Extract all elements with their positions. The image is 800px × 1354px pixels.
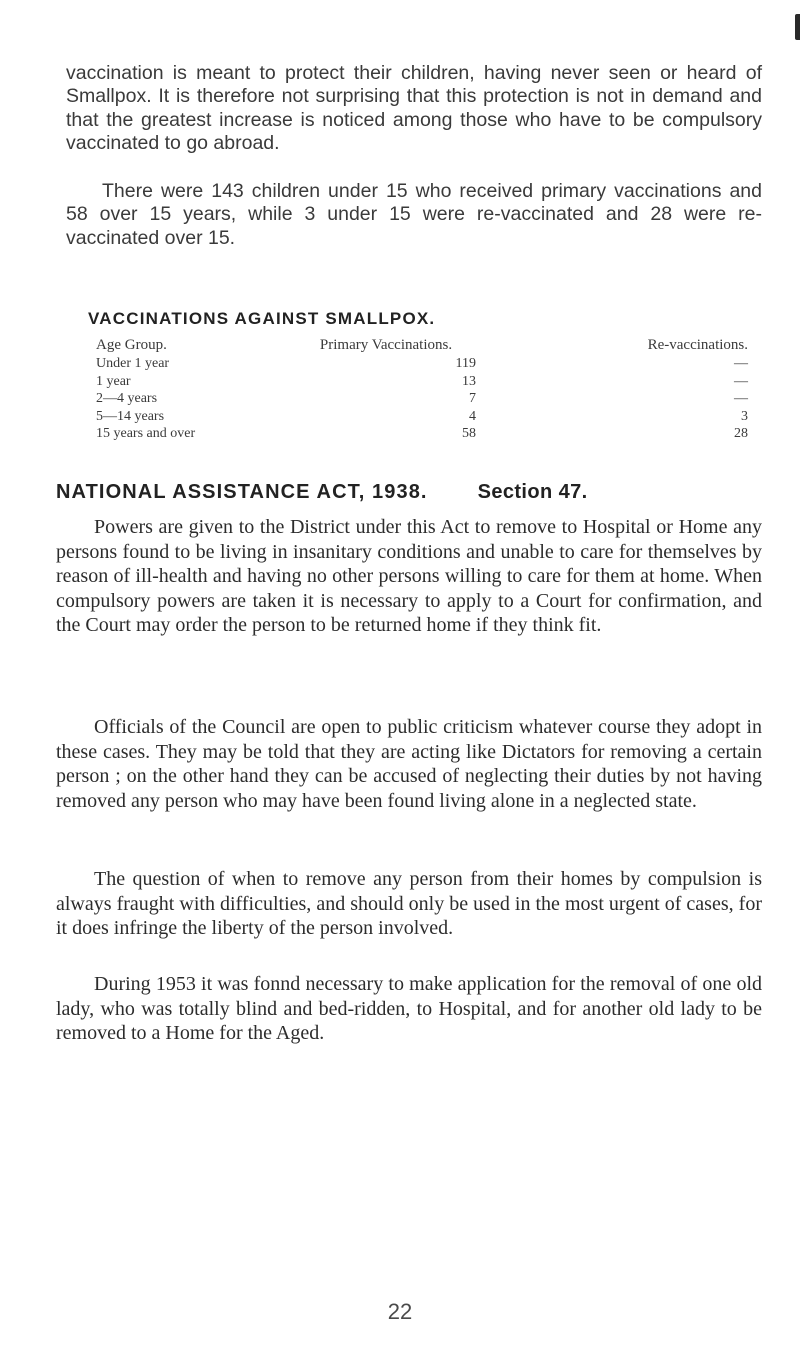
revaccination-count-cell: — (734, 356, 748, 371)
vaccinations-table-header-row (96, 336, 748, 355)
age-group-cell: 15 years and over (96, 426, 196, 442)
national-assistance-act-heading (56, 481, 588, 504)
act-title: NATIONAL ASSISTANCE ACT, 1938. (56, 481, 428, 503)
header-primary-vaccinations: Primary Vaccinations. (319, 337, 453, 353)
act-paragraph-criticism: Officials of the Council are open to public criticism whatever course they adopt in these cases. They may be told that they are acting like Dictators for removing a certain person ; on the other hand they can be accused of neglecting their duties by not having removed any person who may have been found living alone in a neglected state. (56, 716, 762, 812)
vaccinations-table-title: VACCINATIONS AGAINST SMALLPOX. (88, 309, 436, 328)
table-row (96, 390, 748, 408)
age-group-cell: 5—14 years (96, 408, 165, 424)
age-group-cell: Under 1 year (96, 356, 170, 371)
primary-count-cell: 13 (462, 373, 476, 389)
page-number: 22 (387, 1299, 413, 1324)
revaccination-count-cell: — (734, 391, 748, 407)
table-row (96, 408, 748, 426)
act-paragraph-compulsion: The question of when to remove any person from their homes by compulsion is always fraught with difficulties, and should only be used in the most urgent of cases, for it does infringe the liberty of the person involved. (56, 868, 762, 940)
table-row (96, 355, 748, 373)
act-paragraph-1953-case: During 1953 it was fonnd necessary to make application for the removal of one old lady, who was totally blind and bed-ridden, to Hospital, and for another old lady to be removed to a Home for the Aged. (56, 973, 762, 1045)
vaccinations-table (96, 336, 748, 443)
header-revaccinations: Re-vaccinations. (647, 337, 748, 353)
age-group-cell: 2—4 years (96, 391, 158, 407)
revaccination-count-cell: — (734, 373, 748, 389)
primary-count-cell: 119 (455, 356, 476, 371)
header-age-group: Age Group. (96, 337, 167, 353)
act-paragraph-powers: Powers are given to the District under this Act to remove to Hospital or Home any persons found to be living in insanitary conditions and unable to care for themselves by reason of ill-health and having no other persons willing to care for them at home. When compulsory powers are taken it is necessary to apply to a Court for confirmation, and the Court may order the person to be returned home if they think fit. (56, 516, 762, 637)
revaccination-count-cell: 28 (734, 426, 748, 442)
intro-paragraph-continued: vaccination is meant to protect their children, having never seen or heard of Smallpox. It is therefore not surprising that this protection is not in demand and that the greatest increase is noticed among those who have to be compulsory vaccinated to go abroad. (66, 62, 762, 155)
primary-count-cell: 7 (469, 391, 476, 407)
primary-count-cell: 58 (462, 426, 476, 442)
table-row (96, 373, 748, 391)
primary-count-cell: 4 (469, 408, 476, 424)
age-group-cell: 1 year (96, 373, 131, 389)
table-row (96, 425, 748, 443)
revaccination-count-cell: 3 (741, 408, 748, 424)
page-edge-mark (795, 14, 800, 40)
intro-paragraph-counts: There were 143 children under 15 who received primary vaccinations and 58 over 15 years, while 3 under 15 were re-vaccinated and 28 were re-vaccinated over 15. (66, 180, 762, 249)
act-section-label: Section 47. (477, 481, 588, 503)
